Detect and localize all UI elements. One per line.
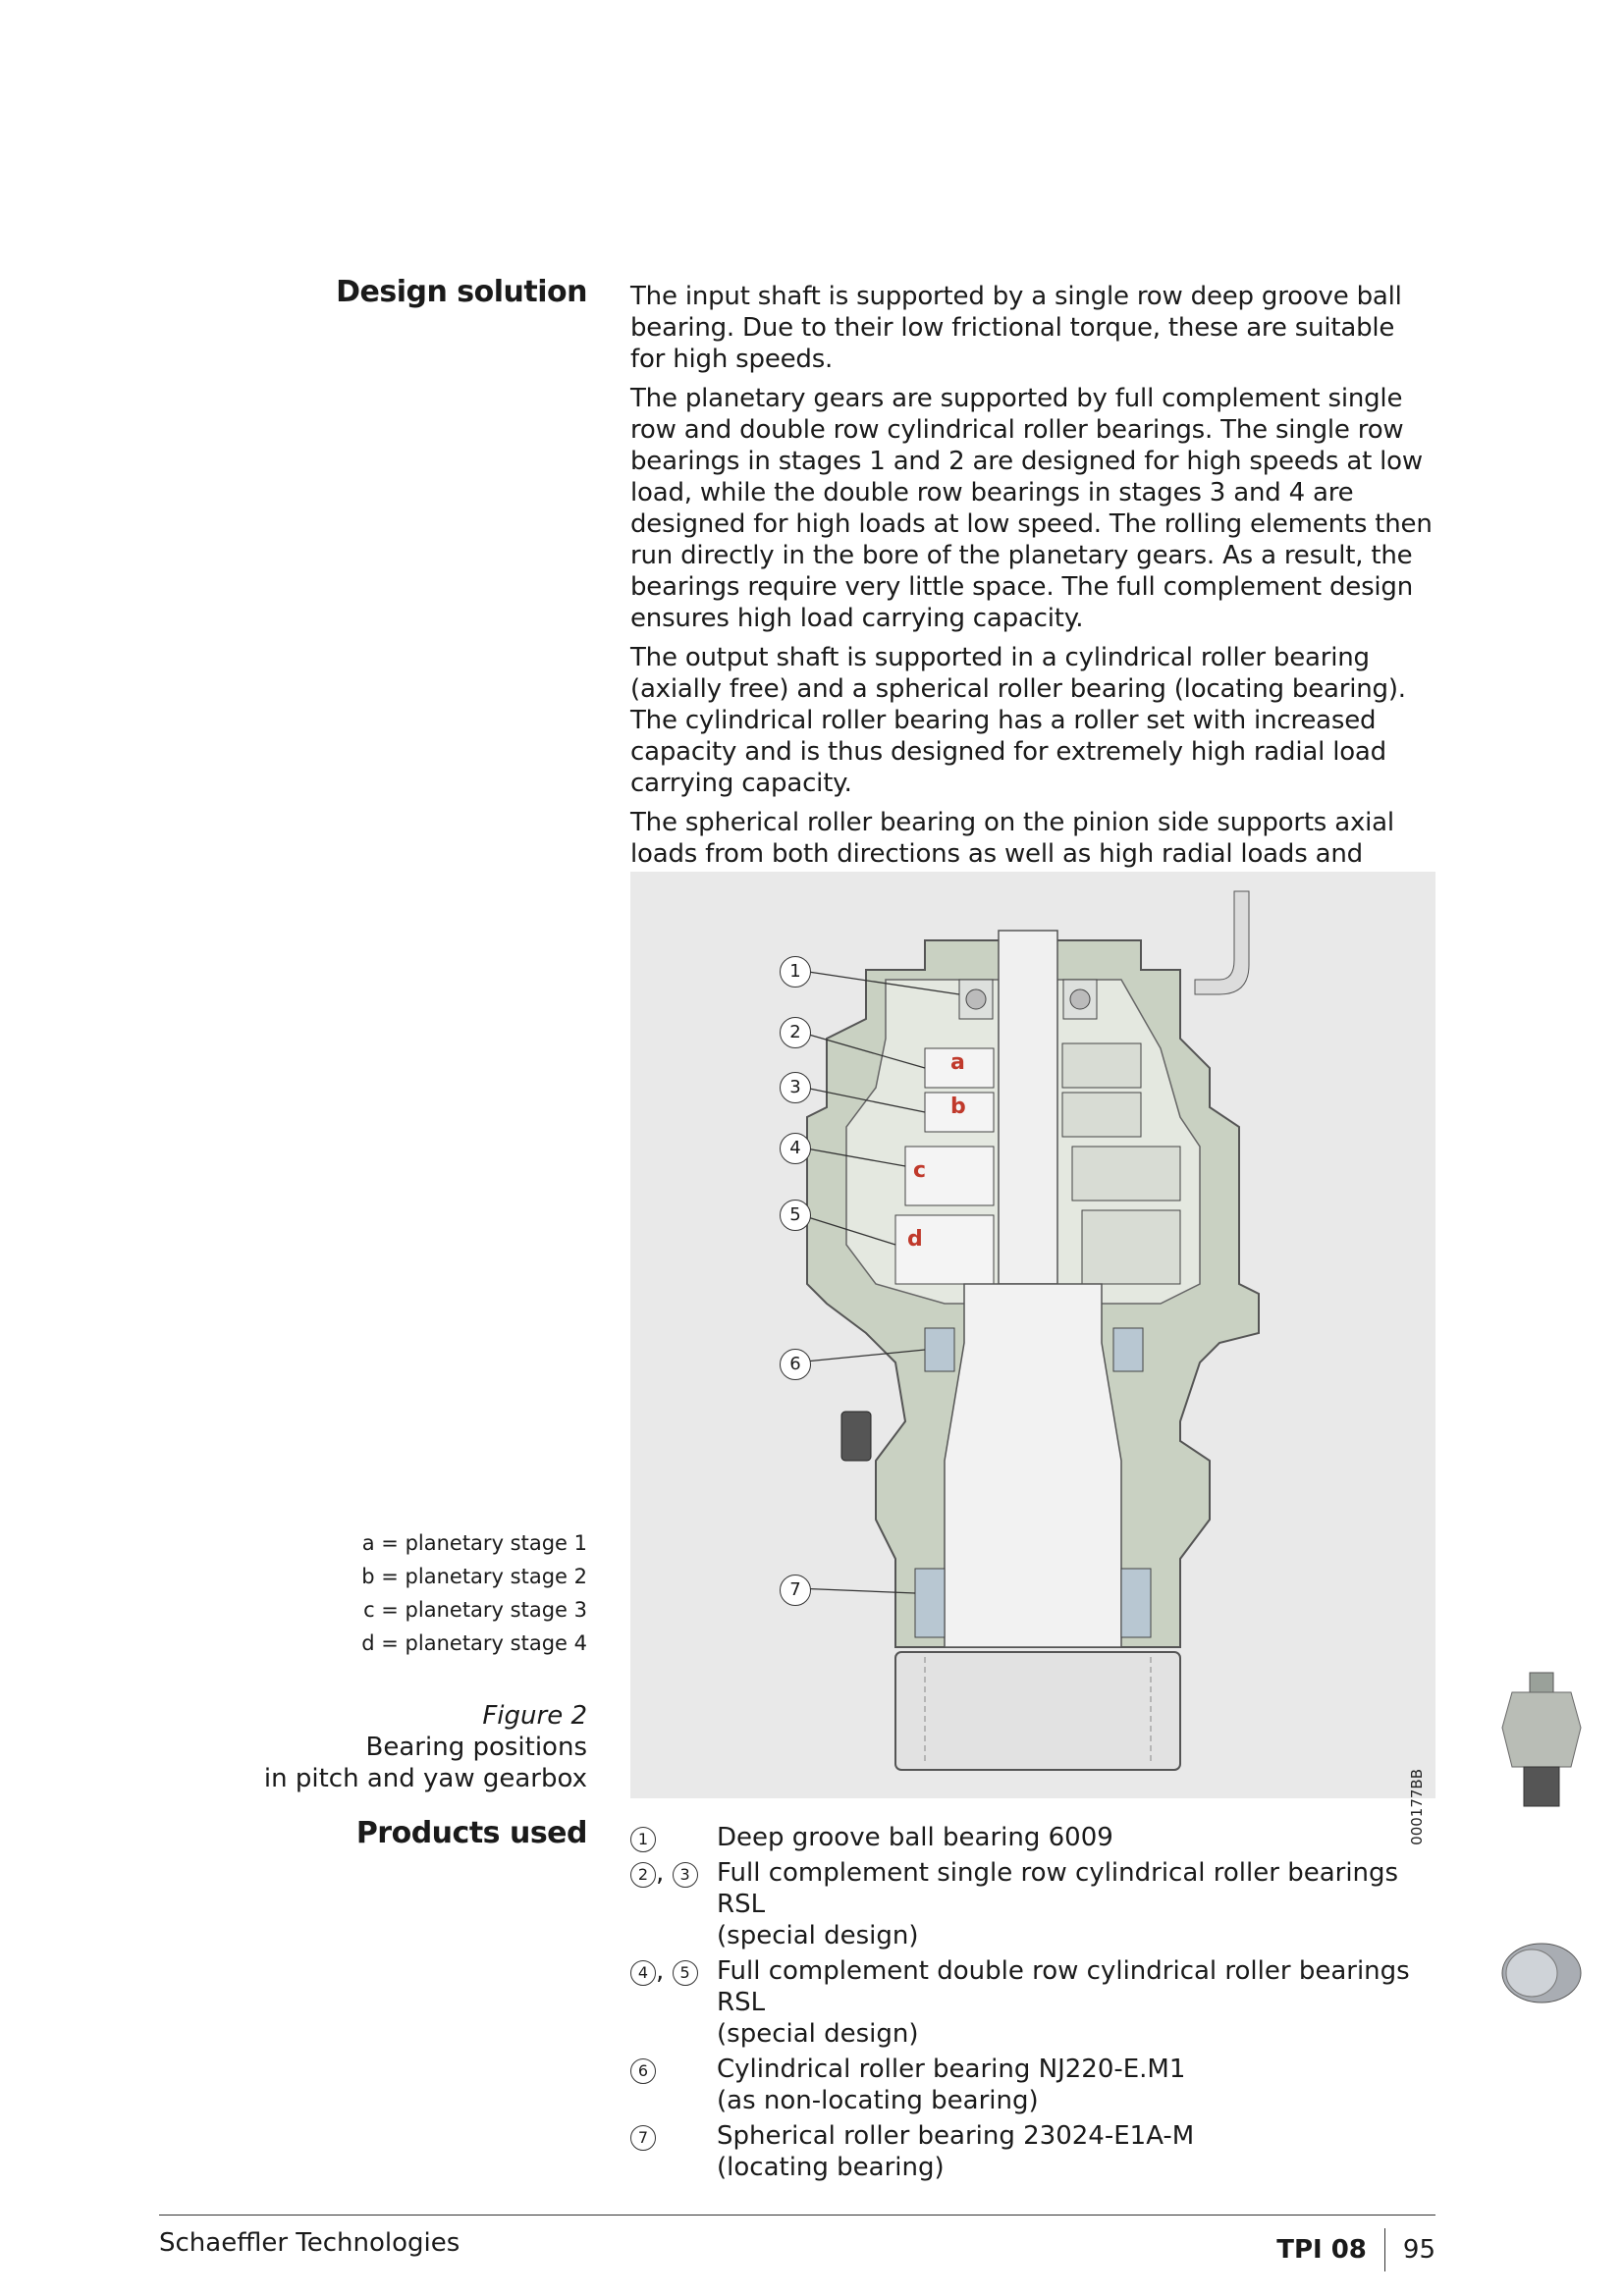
callout-number: 2: [630, 1862, 656, 1888]
product-text-note: (special design): [717, 2019, 919, 2049]
callout-3: 3: [780, 1072, 811, 1103]
bearing-1-ball: [966, 989, 986, 1009]
stage-legend: [245, 1526, 587, 1660]
legend-item: d = planetary stage 4: [361, 1631, 587, 1655]
product-text: Cylindrical roller bearing NJ220-E.M1: [717, 2055, 1186, 2084]
product-text: Full complement single row cylindrical roller bearings RSL: [717, 1858, 1399, 1919]
stage-label-c: c: [913, 1158, 927, 1183]
callout-number: 4: [630, 1960, 656, 1986]
gearbox-thumbnail-icon: [1492, 1669, 1591, 1816]
input-shaft: [999, 931, 1057, 1284]
footer-separator: [1384, 2228, 1385, 2271]
product-item: 4 , 5 Full complement double row cylindrical roller bearings RSL (special design): [630, 1955, 1435, 2050]
legend-item: b = planetary stage 2: [361, 1565, 587, 1588]
stage-label-b: b: [950, 1095, 966, 1119]
caption-line: in pitch and yaw gearbox: [263, 1764, 587, 1793]
paragraph: The input shaft is supported by a single row deep groove ball bearing. Due to their low frictional torque, these are suitable for high speeds.: [630, 282, 1402, 374]
product-item: [630, 1822, 1435, 1853]
planet-d-right: [1082, 1210, 1180, 1284]
footer-doc: TPI 08: [1276, 2235, 1367, 2265]
paragraph: The output shaft is supported in a cylindrical roller bearing (axially free) and a spherical roller bearing (locating bearing). The cylindrical roller bearing has a roller set with increased capacity and is thus designed for extremely high radial load carrying capacity.: [630, 643, 1406, 798]
products-list: [630, 1822, 1435, 2187]
bearing-thumbnail-icon: [1492, 1934, 1591, 2012]
product-text: Full complement double row cylindrical roller bearings RSL: [717, 1956, 1410, 2017]
bearing-7-left: [915, 1569, 945, 1637]
product-text: Deep groove ball bearing 6009: [717, 1823, 1113, 1852]
callout-number: 7: [630, 2125, 656, 2151]
product-text-note: (special design): [717, 1921, 919, 1950]
design-solution-text: [630, 281, 1435, 940]
callout-number: 5: [673, 1960, 698, 1986]
callout-2: 2: [780, 1017, 811, 1048]
pinion: [895, 1652, 1180, 1770]
footer-page-info: [1276, 2228, 1435, 2271]
stage-label-d: d: [907, 1227, 923, 1252]
product-item: 2 , 3 Full complement single row cylindrical roller bearings RSL (special design): [630, 1857, 1435, 1951]
paragraph: The spherical roller bearing on the pinion side supports axial loads from both directions as well as high radial loads and: [630, 808, 1394, 869]
section-heading-design-solution: Design solution: [336, 275, 587, 309]
callout-5: 5: [780, 1200, 811, 1231]
callout-number: 6: [630, 2058, 656, 2084]
footer-company: Schaeffler Technologies: [159, 2228, 460, 2258]
footer-rule: [159, 2215, 1435, 2216]
stage-label-a: a: [950, 1050, 965, 1075]
product-text-note: (as non-locating bearing): [717, 2086, 1039, 2115]
callout-number: 1: [630, 1827, 656, 1852]
planet-a-right: [1062, 1043, 1141, 1088]
output-shaft: [945, 1284, 1121, 1647]
callout-4: 4: [780, 1133, 811, 1164]
figure-caption: [245, 1700, 587, 1794]
gearbox-drawing: [630, 872, 1435, 1798]
planet-c-right: [1072, 1147, 1180, 1201]
section-heading-products-used: Products used: [355, 1816, 587, 1850]
legend-item: a = planetary stage 1: [361, 1531, 587, 1555]
legend-item: c = planetary stage 3: [363, 1598, 587, 1622]
page-number: 95: [1402, 2235, 1435, 2265]
figure-code: 000177BB: [1408, 1769, 1426, 1845]
side-valve: [841, 1412, 871, 1461]
bearing-6-left: [925, 1328, 954, 1371]
lubrication-pipe: [1195, 891, 1249, 994]
paragraph: The planetary gears are supported by full complement single row and double row cylindrical roller bearings. The single row bearings in stages 1 and 2 are designed for high speeds at low load, while the double row bearings in stages 3 and 4 are designed for high loads at low speed. The rolling elements then run directly in the bore of the planetary gears. As a result, the bearings require very little space. The full complement design ensures high load carrying capacity.: [630, 384, 1433, 633]
callout-7: 7: [780, 1575, 811, 1606]
product-text-note: (locating bearing): [717, 2153, 945, 2182]
figure-label: Figure 2: [482, 1701, 587, 1731]
product-text: Spherical roller bearing 23024-E1A-M: [717, 2121, 1195, 2151]
bearing-7-right: [1121, 1569, 1151, 1637]
callout-number: 3: [673, 1862, 698, 1888]
bearing-1-ball-right: [1070, 989, 1090, 1009]
bearing-6-right: [1113, 1328, 1143, 1371]
callout-6: 6: [780, 1349, 811, 1380]
callout-1: 1: [780, 956, 811, 988]
planet-b-right: [1062, 1093, 1141, 1137]
caption-line: Bearing positions: [365, 1733, 587, 1762]
product-item: [630, 2120, 1435, 2183]
product-item: [630, 2054, 1435, 2116]
